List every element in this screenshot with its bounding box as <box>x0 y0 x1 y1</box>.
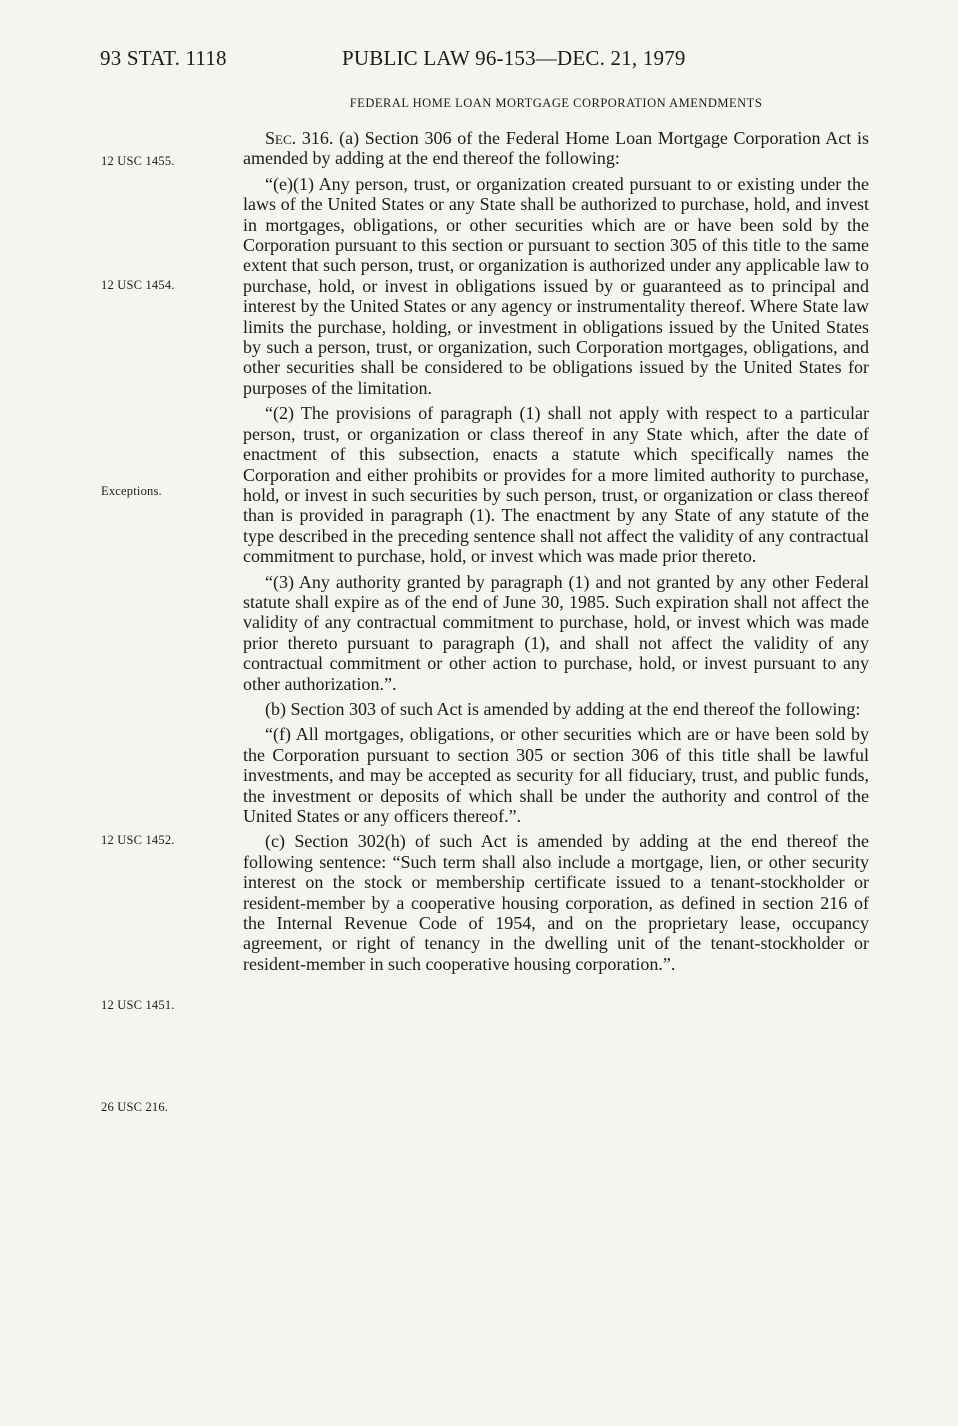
paragraph-e1: “(e)(1) Any person, trust, or organization created pursuant to or existing under the laws of the United States or any State shall be authorized to purchase, hold, and invest in mortgages, obligations, or other securities which are or have been sold by the Corporation pursuant to this section or pursuant to section 305 of this title to the same extent that such person, trust, or organization is authorized under any applicable law to purchase, hold, or invest in obligations issued by or guaranteed as to principal and interest by the United States or any agency or instrumentality thereof. Where State law limits the purchase, holding, or investment in obligations issued by the United States by such a person, trust, or organization, such Corporation mortgages, obligations, and other securities shall be considered to be obligations issued by the United States for purposes of the limitation. <box>243 173 869 398</box>
margin-note-26-usc-216: 26 USC 216. <box>101 1100 169 1114</box>
margin-note-12-usc-1454: 12 USC 1454. <box>101 278 175 292</box>
section-heading: FEDERAL HOME LOAN MORTGAGE CORPORATION AMENDMENTS <box>349 96 763 110</box>
margin-note-exceptions: Exceptions. <box>101 484 162 498</box>
paragraph-c: (c) Section 302(h) of such Act is amended by adding at the end thereof the following sentence: “Such term shall also include a mortgage, lien, or other security interest on the stock or membership certificate issued to a tenant-stockholder or resident-member by a cooperative housing corporation, as defined in section 216 of the Internal Revenue Code of 1954, and on the proprietary lease, occupancy agreement, or right of tenancy in the dwelling unit of the tenant-stockholder or resident-member in such cooperative housing corporation.”. <box>243 831 869 974</box>
page-header <box>100 46 870 76</box>
paragraph-e3: “(3) Any authority granted by paragraph (1) and not granted by any other Federal statute shall expire as of the end of June 30, 1985. Such expiration shall not affect the validity of any contractual commitment to purchase, hold, or invest which was made prior thereto pursuant to paragraph (1), and shall not affect the validity of any contractual commitment or other action to purchase, hold, or invest pursuant to any other authorization.”. <box>243 571 869 694</box>
public-law-title: PUBLIC LAW 96-153—DEC. 21, 1979 <box>342 46 686 70</box>
paragraph-sec-316-text: 316. (a) Section 306 of the Federal Home Loan Mortgage Corporation Act is amended by adding at the end thereof the following: <box>243 128 869 169</box>
sec-label: Sec. <box>265 128 297 148</box>
margin-note-12-usc-1451: 12 USC 1451. <box>101 998 175 1012</box>
paragraph-b: (b) Section 303 of such Act is amended by adding at the end thereof the following: <box>265 698 861 719</box>
paragraph-e2: “(2) The provisions of paragraph (1) shall not apply with respect to a particular person, trust, or organization or class thereof in any State which, after the date of enactment of this subsection, enacts a statute which specifically names the Corporation and either prohibits or provides for a more limited authority to purchase, hold, or invest in such securities by such person, trust, or organization or class thereof than is provided in paragraph (1). The enactment by any State of any statute of the type described in the preceding sentence shall not affect the validity of any contractual commitment to purchase, hold, or invest which was made prior thereto. <box>243 403 869 567</box>
paragraph-sec-316 <box>243 128 869 169</box>
statute-citation: 93 STAT. 1118 <box>100 46 227 70</box>
margin-note-12-usc-1455: 12 USC 1455. <box>101 154 175 168</box>
paragraph-f: “(f) All mortgages, obligations, or other securities which are or have been sold by the Corporation pursuant to section 305 or section 306 of this title shall be lawful investments, and may be accepted as security for all fiduciary, trust, and public funds, the investment or deposits of which shall be under the authority and control of the United States or any officers thereof.”. <box>243 724 869 826</box>
margin-note-12-usc-1452: 12 USC 1452. <box>101 833 175 847</box>
body-text <box>243 128 869 979</box>
